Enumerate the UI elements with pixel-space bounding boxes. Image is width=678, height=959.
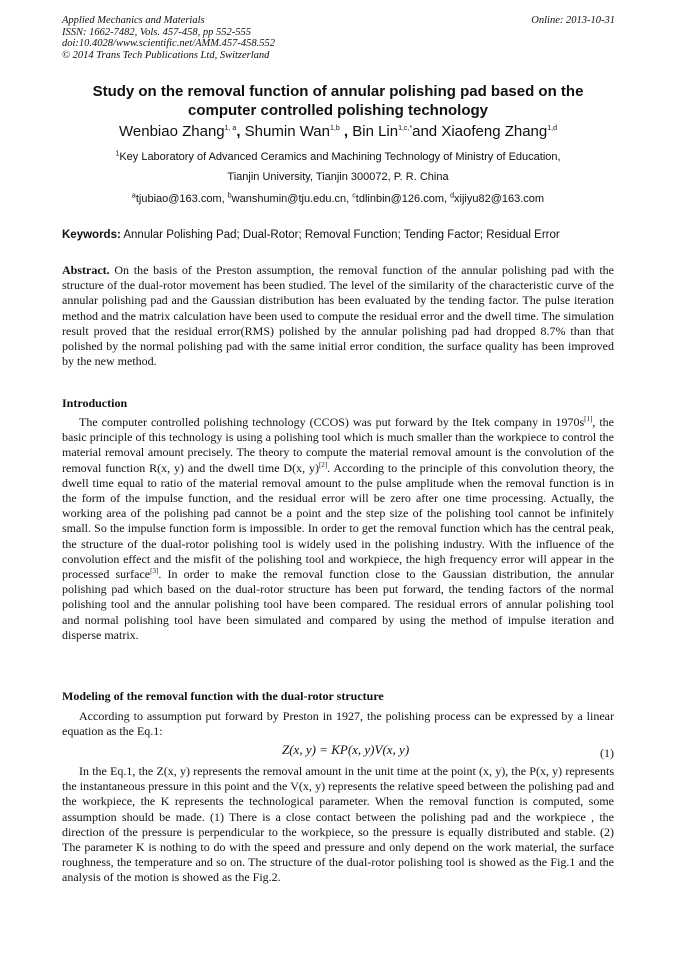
abstract-text: On the basis of the Preston assumption, the removal function of the annular polishing pad with the structure of the dual-rotor movement has been studied. The level of the similarity of the characteristic curve of the annular polishing pad and the Gaussian distribution has been evaluated by the tending factor. The pulse iteration method and the matrix calculation have been used to compute the residual error and the dwell time. The simulation result proved that the residual error(RMS) polished by the annular polishing pad had dropped 8.7% than that polished by the normal polishing pad with the same initial error condition, the surface quality has been improved by the new method. [62, 263, 615, 369]
copyright: © 2014 Trans Tech Publications Ltd, Switzerland [62, 49, 270, 61]
intro-text: The computer controlled polishing technology (CCOS) was put forward by the Itek company in 1970s [79, 415, 585, 429]
affiliation-text: Key Laboratory of Advanced Ceramics and Machining Technology of Ministry of Education, [119, 151, 561, 163]
author-name: Bin Lin [352, 123, 399, 140]
email-mark: a [131, 192, 136, 200]
affiliation-line-1 [62, 150, 614, 164]
author-separator: , [339, 123, 353, 140]
author-affiliation-mark: 1,d [547, 125, 557, 132]
citation[interactable]: [2] [318, 460, 328, 469]
author-name: Xiaofeng Zhang [441, 123, 548, 140]
section-heading-modeling: Modeling of the removal function with the dual-rotor structure [62, 689, 384, 703]
author-affiliation-mark: 1, a [224, 125, 237, 132]
introduction-paragraph [62, 415, 614, 643]
email-link[interactable]: xijiyu82@163.com [454, 193, 545, 205]
author-name: Shumin Wan [244, 123, 330, 140]
intro-text: . In order to make the removal function close to the Gaussian distribution, the annular polishing pad which based on the dual-rotor structure has been put forward, the tending factors of the normal polishing tool and the annular polishing tool have been compared. The residual errors of annular polishing tool and normal polishing tool have been simulated and compared by using the method of impulse iteration and disperse matrix. [62, 567, 614, 642]
abstract [62, 263, 614, 369]
author-name: Wenbiao Zhang [119, 123, 225, 140]
journal-name: Applied Mechanics and Materials [62, 15, 205, 26]
doi: doi:10.4028/www.scientific.net/AMM.457-458.552 [62, 38, 275, 49]
modeling-paragraph-1: According to assumption put forward by Preston in 1927, the polishing process can be expressed by a linear equation as the Eq.1: [62, 709, 614, 739]
equation-1 [62, 742, 614, 760]
keywords [62, 228, 614, 242]
email-mark: b [227, 192, 232, 200]
intro-text: , the basic principle of this technology is using a polishing tool which is much smaller than the workpiece to control the material removal amount precisely. The theory to compute the material removal amount is the convolution of the removal function R(x, y) and the dwell time D(x, y) [62, 415, 614, 475]
author-separator: and [412, 123, 442, 140]
author-affiliation-mark: 1,b [329, 125, 340, 132]
author-list [62, 122, 614, 142]
citation[interactable]: [3] [150, 567, 159, 576]
author-emails: $^a$tjubiao@163.com, $^b$wanshumin@tju.edu.cn, $^c$tdlinbin@126.com, $^d$xijiyu82@163.com [131, 192, 545, 205]
intro-text: . According to the principle of this convolution theory, the dwell time equal to ratio of the material removal amount to the pulse amplitude when the removal function is in the form of the impulse function, and the residual error will be zero after one time processing. Actually, the working area of the polishing pad cannot be a point and the step size of the polishing tool cannot be infinitely small. So the impulse function form is impossible. In order to get the removal function which has the central peak, the structure of the dual-rotor polishing tool is widely used in the polishing industry. With the influence of the convolution effect and the misfit of the polishing tool and workpiece, the high frequency error will appear in the processed surface [62, 460, 614, 582]
online-date: Online: 2013-10-31 [531, 15, 615, 26]
affiliation-line-2: Tianjin University, Tianjin 300072, P. R. China [227, 171, 449, 183]
journal-metadata [62, 15, 275, 61]
keywords-text: Annular Polishing Pad; Dual-Rotor; Removal Function; Tending Factor; Residual Error [123, 229, 560, 241]
issn: ISSN: 1662-7482, Vols. 457-458, pp 552-555 [62, 26, 251, 38]
affiliation-mark: 1 [115, 150, 120, 158]
email-mark: d [450, 192, 455, 200]
section-heading-introduction: Introduction [62, 396, 128, 410]
email-link[interactable]: wanshumin@tju.edu.cn [231, 193, 347, 205]
author-affiliation-mark: 1,c,* [398, 125, 413, 132]
citation[interactable]: [1] [584, 415, 593, 423]
paper-title: Study on the removal function of annular polishing pad based on the computer controlled polishing technology [92, 83, 584, 119]
author-separator: , [236, 123, 245, 140]
equation-number: (1) [600, 746, 614, 760]
email-link[interactable]: tjubiao@163.com [135, 193, 222, 205]
keywords-label: Keywords: [62, 229, 121, 241]
modeling-paragraph-2: In the Eq.1, the Z(x, y) represents the removal amount in the unit time at the point (x, y), the P(x, y) represents the instantaneous pressure in this point and the V(x, y) represents the relative speed between the polishing pad and the workpiece, the K represents the technological parameter. When the removal function is computed, some assumption should be made. (1) There is a close contact between the polishing pad and the workpiece , the direction of the pressure is perpendicular to the workpiece, so the pressure is equally distributed and stable. (2) The parameter K is nothing to do with the speed and pressure and only depend on the work material, the surface roughness, the temperature and so on. The structure of the dual-rotor polishing tool is showed as the Fig.1 and the analysis of the motion is showed as the Fig.2. [62, 764, 614, 885]
email-mark: c [352, 192, 356, 200]
email-link[interactable]: tdlinbin@126.com [355, 193, 444, 205]
equation-formula: Z(x, y) = KP(x, y)V(x, y) [282, 742, 410, 757]
abstract-label: Abstract. [62, 263, 110, 277]
